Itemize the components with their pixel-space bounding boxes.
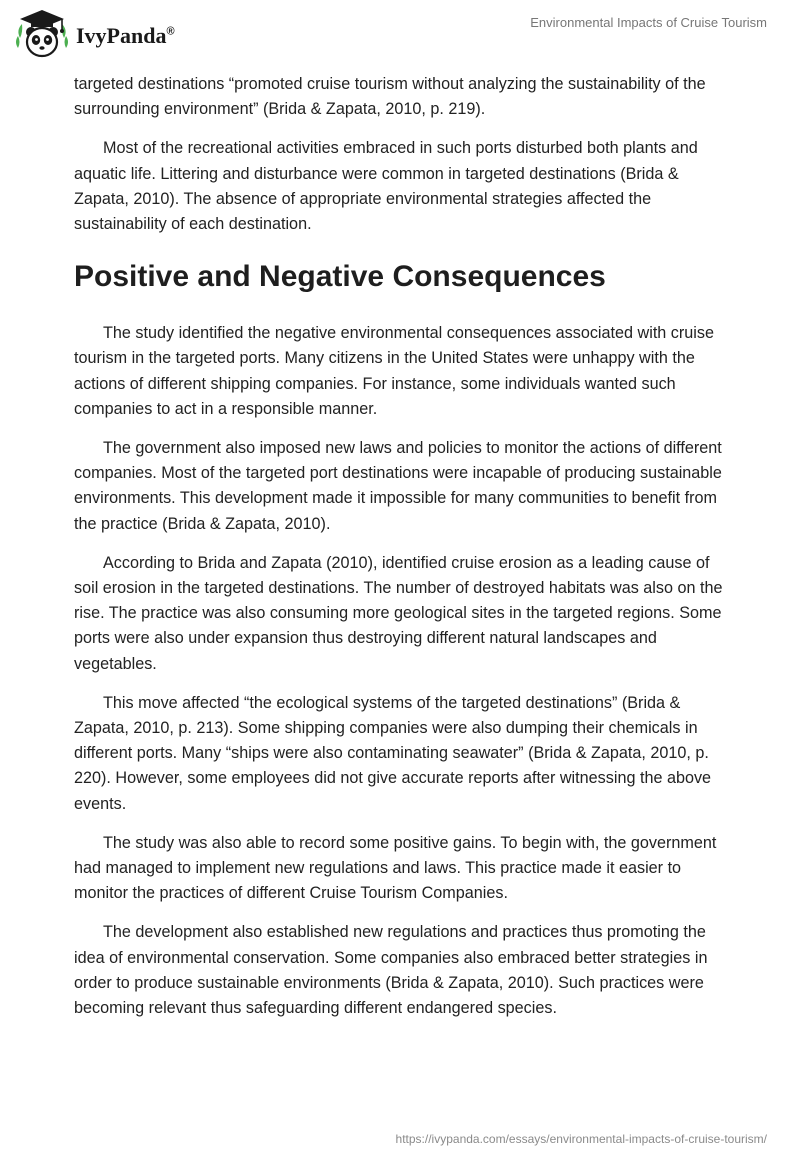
ivypanda-logo[interactable] — [14, 8, 175, 60]
document-title: Environmental Impacts of Cruise Tourism — [530, 15, 767, 30]
page-header — [0, 0, 800, 70]
source-url[interactable]: https://ivypanda.com/essays/environmental-impacts-of-cruise-tourism/ — [395, 1132, 767, 1146]
paragraph: The study was also able to record some positive gains. To begin with, the government had managed to implement new regulations and laws. This practice made it easier to monitor the practices of different Cruise Tourism Companies. — [74, 833, 717, 903]
paragraph: Most of the recreational activities embraced in such ports disturbed both plants and aquatic life. Littering and disturbance were common in targeted destinations (Brida & Zapata, 2010). The absence of appropriate environmental strategies affected the sustainability of each destination. — [74, 139, 698, 234]
paragraph: This move affected “the ecological systems of the targeted destinations” (Brida & Zapata, 2010, p. 213). Some shipping companies were also dumping their chemicals in different ports. Many “ships were also contaminating seawater” (Brida & Zapata, 2010, p. 220). However, some employees did not give accurate reports after witnessing the above events. — [74, 693, 712, 813]
paragraph: According to Brida and Zapata (2010), identified cruise erosion as a leading cause of soil erosion in the targeted destinations. The number of destroyed habitats was also on the rise. The practice was also consuming more geological sites in the targeted regions. Some ports were also under expansion thus destroying different natural landscapes and vegetables. — [74, 553, 723, 673]
essay-body — [74, 72, 730, 1035]
brand-name: IvyPanda® — [76, 23, 175, 48]
paragraph: The study identified the negative environmental consequences associated with cruise tourism in the targeted ports. Many citizens in the United States were unhappy with the actions of different shipping companies. For instance, some individuals wanted such companies to act in a responsible manner. — [74, 324, 714, 418]
paragraph: targeted destinations “promoted cruise tourism without analyzing the sustainability of the surrounding environment” (Brida & Zapata, 2010, p. 219). — [74, 75, 706, 119]
paragraph: The government also imposed new laws and policies to monitor the actions of different companies. Most of the targeted port destinations were incapable of producing sustainable environments. This development made it impossible for many communities to benefit from the practice (Brida & Zapata, 2010). — [74, 439, 722, 533]
panda-graduate-icon — [14, 8, 70, 60]
section-heading: Positive and Negative Consequences — [74, 260, 606, 294]
paragraph: The development also established new regulations and practices thus promoting the idea of environmental conservation. Some companies also embraced better strategies in order to produce sustainable environments (Brida & Zapata, 2010). Such practices were becoming relevant thus safeguarding different endangered species. — [74, 923, 708, 1018]
